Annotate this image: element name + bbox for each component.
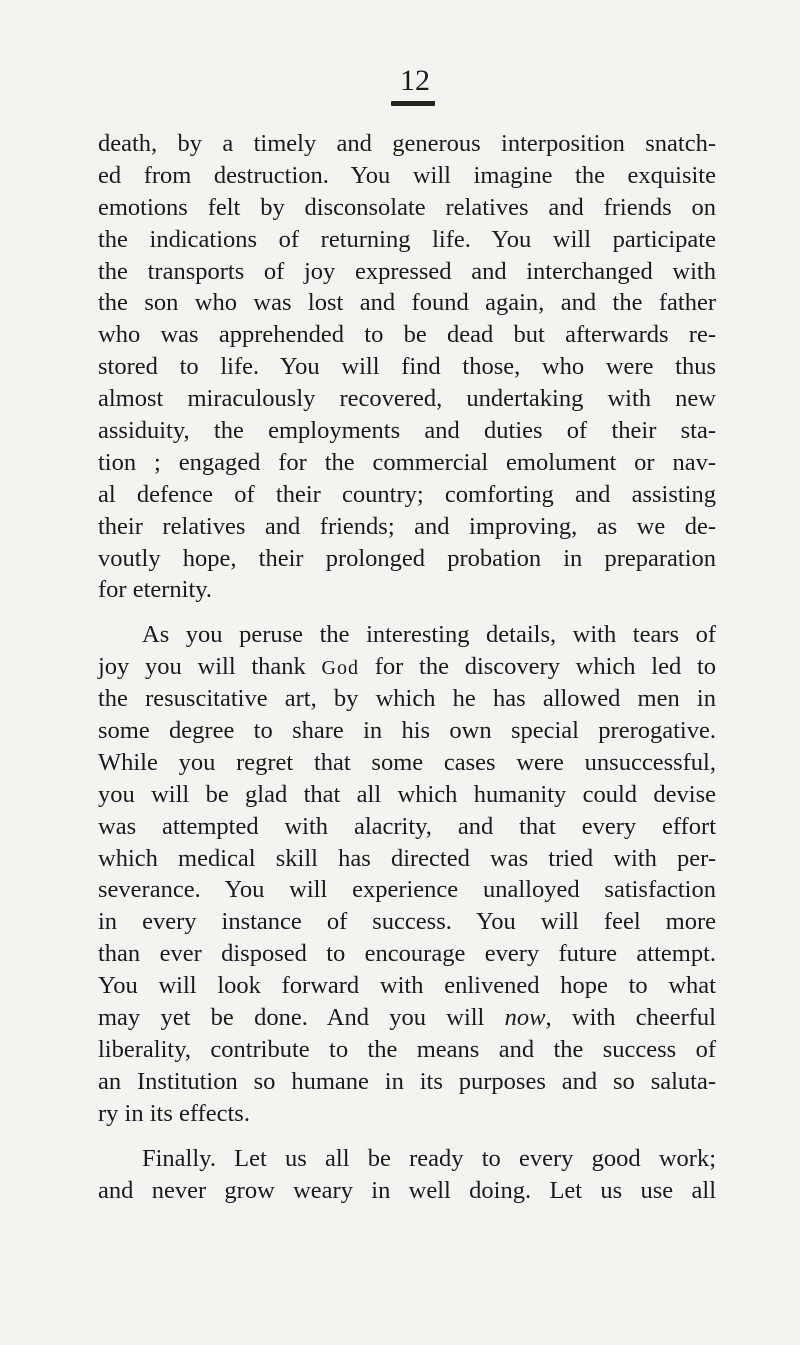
- text-line: the resuscitative art, by which he has allowed men in: [98, 685, 716, 713]
- text-run: may yet be done. And you will: [98, 1004, 505, 1032]
- text-line: an Institution so humane in its purposes and so saluta-: [98, 1067, 716, 1095]
- text-line: which medical skill has directed was tried with per-: [98, 844, 716, 872]
- text-line: who was apprehended to be dead but afterwards re-: [98, 321, 716, 349]
- text-run: , with cheerful: [545, 1004, 716, 1032]
- italic-word: now: [504, 1004, 546, 1032]
- body-text: [98, 128, 716, 1206]
- text-line: in every instance of success. You will feel more: [98, 908, 716, 936]
- text-line: voutly hope, their prolonged probation in preparation: [98, 544, 716, 572]
- text-line: some degree to share in his own special prerogative.: [98, 717, 716, 745]
- paragraph-2: [98, 619, 716, 1129]
- text-line: for eternity.: [98, 576, 213, 604]
- text-line: their relatives and friends; and improving, as we de-: [98, 512, 716, 540]
- text-line: While you regret that some cases were unsuccessful,: [98, 748, 716, 776]
- text-line: As you peruse the interesting details, with tears of: [142, 621, 716, 649]
- text-line: death, by a timely and generous interposition snatch-: [98, 130, 716, 157]
- text-line: You will look forward with enlivened hope to what: [98, 972, 716, 1000]
- paragraph-1: [98, 128, 716, 606]
- text-line: and never grow weary in well doing. Let us use all: [98, 1176, 716, 1204]
- text-line: liberality, contribute to the means and the success of: [98, 1035, 716, 1063]
- text-line: almost miraculously recovered, undertaking with new: [98, 385, 716, 413]
- small-caps-word: God: [321, 657, 359, 680]
- page-number: 12: [400, 64, 430, 97]
- text-line: stored to life. You will find those, who were thus: [98, 353, 716, 381]
- paragraph-3: [98, 1143, 716, 1207]
- paragraph-gap: [98, 1130, 716, 1143]
- text-line: ry in its effects.: [98, 1099, 250, 1127]
- text-line: severance. You will experience unalloyed satisfaction: [98, 876, 716, 904]
- text-line: the transports of joy expressed and interchanged with: [98, 257, 716, 285]
- text-line: the indications of returning life. You will participate: [98, 225, 716, 253]
- text-line: ed from destruction. You will imagine the exquisite: [98, 161, 716, 189]
- text-line: the son who was lost and found again, and the father: [98, 289, 716, 317]
- text-line: [98, 1002, 716, 1034]
- text-run: for the discovery which led to: [359, 653, 717, 681]
- text-line: than ever disposed to encourage every future attempt.: [98, 940, 716, 968]
- text-line: Finally. Let us all be ready to every good work;: [142, 1144, 716, 1172]
- text-line: tion ; engaged for the commercial emolument or nav-: [98, 448, 716, 476]
- text-line: was attempted with alacrity, and that every effort: [98, 812, 716, 840]
- text-line: [98, 651, 716, 683]
- text-line: al defence of their country; comforting and assisting: [98, 480, 716, 508]
- text-line: you will be glad that all which humanity could devise: [98, 780, 716, 808]
- header-rule: [391, 101, 435, 106]
- text-line: assiduity, the employments and duties of their sta-: [98, 417, 716, 445]
- text-run: joy you will thank: [98, 653, 322, 681]
- text-line: emotions felt by disconsolate relatives and friends on: [98, 193, 716, 221]
- paragraph-gap: [98, 606, 716, 619]
